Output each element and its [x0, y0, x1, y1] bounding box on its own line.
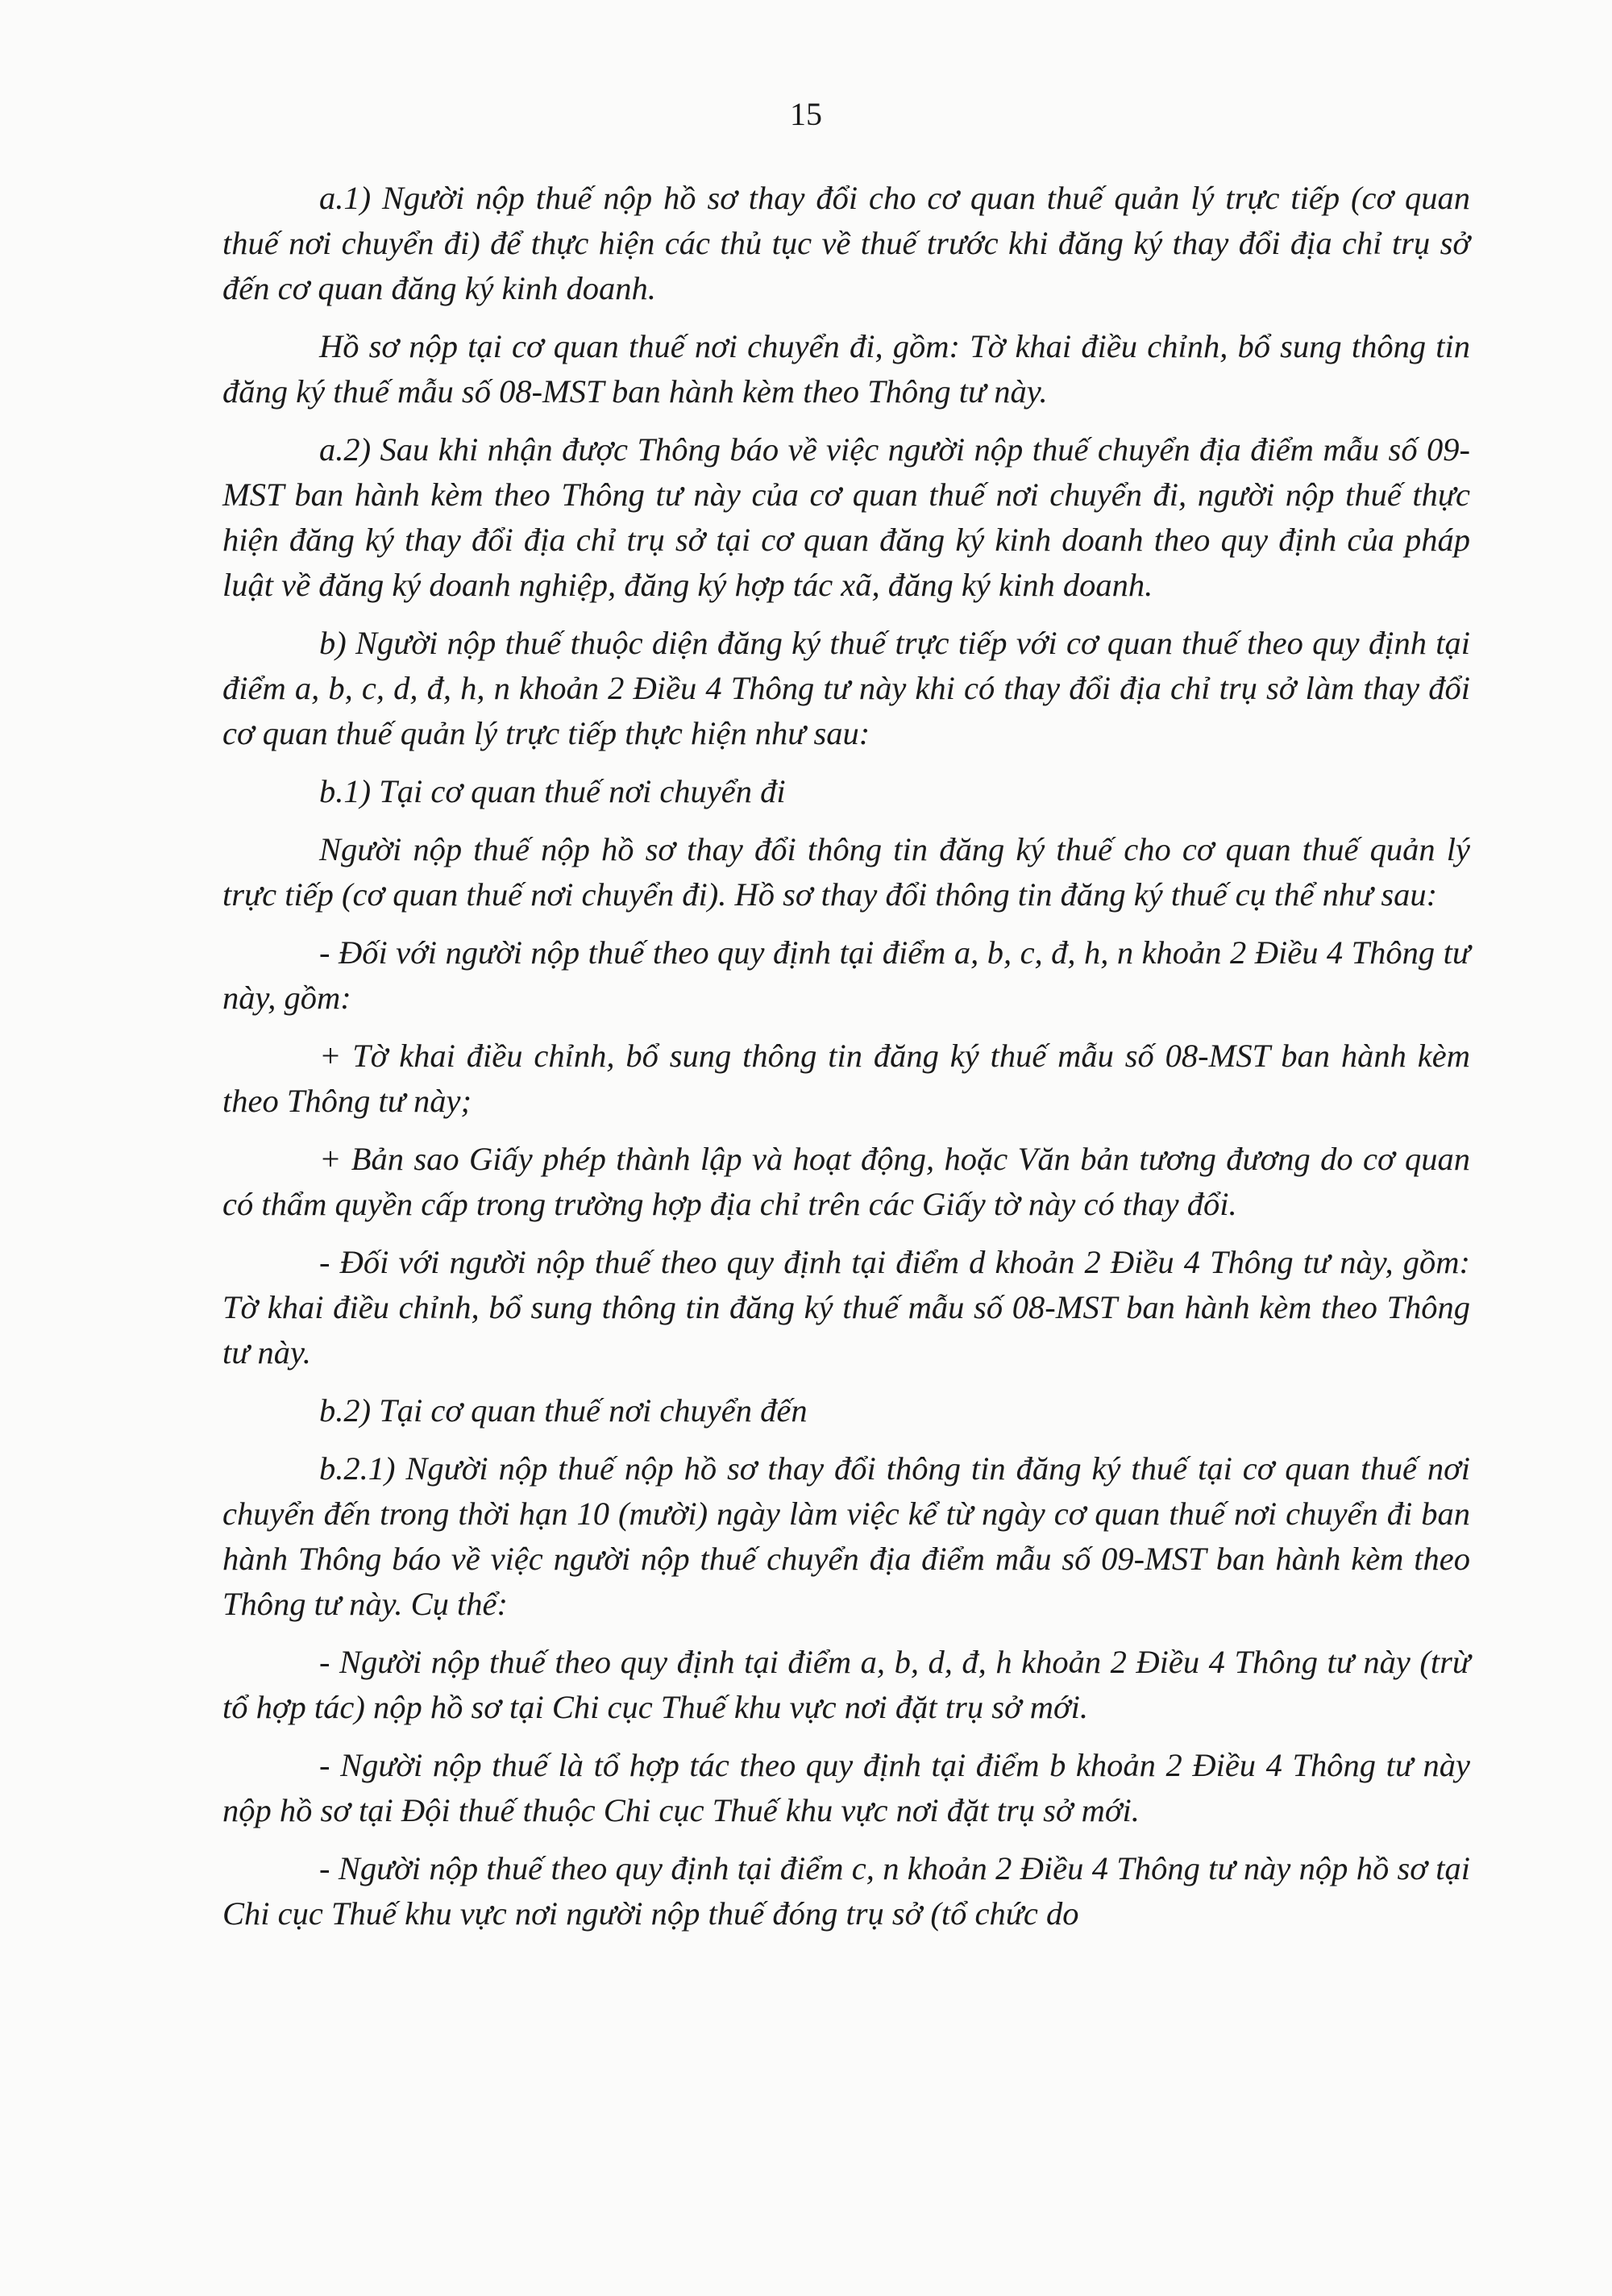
- heading-b2: b.2) Tại cơ quan thuế nơi chuyển đến: [319, 1392, 808, 1429]
- paragraph-b1-intro: Người nộp thuế nộp hồ sơ thay đổi thông tin đăng ký thuế cho cơ quan thuế quản lý trực tiếp (cơ quan thuế nơi chuyển đi). Hồ sơ thay đổi thông tin đăng ký thuế cụ thể như sau:: [222, 831, 1470, 913]
- paragraph-b: b) Người nộp thuế thuộc diện đăng ký thuế trực tiếp với cơ quan thuế theo quy định tại điểm a, b, c, d, đ, h, n khoản 2 Điều 4 Thông tư này khi có thay đổi địa chỉ trụ sở làm thay đổi cơ quan thuế quản lý trực tiếp thực hiện như sau:: [222, 625, 1470, 751]
- page-number: 15: [790, 96, 822, 132]
- paragraph-b21: b.2.1) Người nộp thuế nộp hồ sơ thay đổi thông tin đăng ký thuế tại cơ quan thuế nơi chuyển đến trong thời hạn 10 (mười) ngày làm việc kể từ ngày cơ quan thuế nơi chuyển đi ban hành Thông báo về việc người nộp thuế chuyển địa điểm mẫu số 09-MST ban hành kèm theo Thông tư này. Cụ thể:: [222, 1450, 1470, 1622]
- heading-b1: b.1) Tại cơ quan thuế nơi chuyển đi: [319, 773, 786, 809]
- paragraph-a1: a.1) Người nộp thuế nộp hồ sơ thay đổi cho cơ quan thuế quản lý trực tiếp (cơ quan thuế nơi chuyển đi) để thực hiện các thủ tục về thuế trước khi đăng ký thay đổi địa chỉ trụ sở đến cơ quan đăng ký kinh doanh.: [222, 180, 1470, 306]
- list-item-b21-group3: - Người nộp thuế theo quy định tại điểm c, n khoản 2 Điều 4 Thông tư này nộp hồ sơ tại Chi cục Thuế khu vực nơi người nộp thuế đóng trụ sở (tổ chức do: [222, 1850, 1470, 1932]
- list-item-b1-group1: - Đối với người nộp thuế theo quy định tại điểm a, b, c, đ, h, n khoản 2 Điều 4 Thông tư này, gồm:: [222, 934, 1470, 1016]
- list-item-b21-group1: - Người nộp thuế theo quy định tại điểm a, b, d, đ, h khoản 2 Điều 4 Thông tư này (trừ tổ hợp tác) nộp hồ sơ tại Chi cục Thuế khu vực nơi đặt trụ sở mới.: [222, 1644, 1470, 1725]
- list-item-b1-license: + Bản sao Giấy phép thành lập và hoạt động, hoặc Văn bản tương đương do cơ quan có thẩm quyền cấp trong trường hợp địa chỉ trên các Giấy tờ này có thay đổi.: [222, 1141, 1470, 1222]
- paragraph-a1-dossier: Hồ sơ nộp tại cơ quan thuế nơi chuyển đi, gồm: Tờ khai điều chỉnh, bổ sung thông tin đăng ký thuế mẫu số 08-MST ban hành kèm theo Thông tư này.: [222, 328, 1470, 410]
- paragraph-a2: a.2) Sau khi nhận được Thông báo về việc người nộp thuế chuyển địa điểm mẫu số 09-MST ban hành kèm theo Thông tư này của cơ quan thuế nơi chuyển đi, người nộp thuế thực hiện đăng ký thay đổi địa chỉ trụ sở tại cơ quan đăng ký kinh doanh theo quy định của pháp luật về đăng ký doanh nghiệp, đăng ký hợp tác xã, đăng ký kinh doanh.: [222, 431, 1470, 603]
- list-item-b1-form: + Tờ khai điều chỉnh, bổ sung thông tin đăng ký thuế mẫu số 08-MST ban hành kèm theo Thông tư này;: [222, 1038, 1470, 1119]
- list-item-b21-cooperative: - Người nộp thuế là tổ hợp tác theo quy định tại điểm b khoản 2 Điều 4 Thông tư này nộp hồ sơ tại Đội thuế thuộc Chi cục Thuế khu vực nơi đặt trụ sở mới.: [222, 1747, 1470, 1828]
- list-item-b1-group2: - Đối với người nộp thuế theo quy định tại điểm d khoản 2 Điều 4 Thông tư này, gồm: Tờ khai điều chỉnh, bổ sung thông tin đăng ký thuế mẫu số 08-MST ban hành kèm theo Thông tư này.: [222, 1244, 1470, 1371]
- document-body: [222, 176, 1470, 1949]
